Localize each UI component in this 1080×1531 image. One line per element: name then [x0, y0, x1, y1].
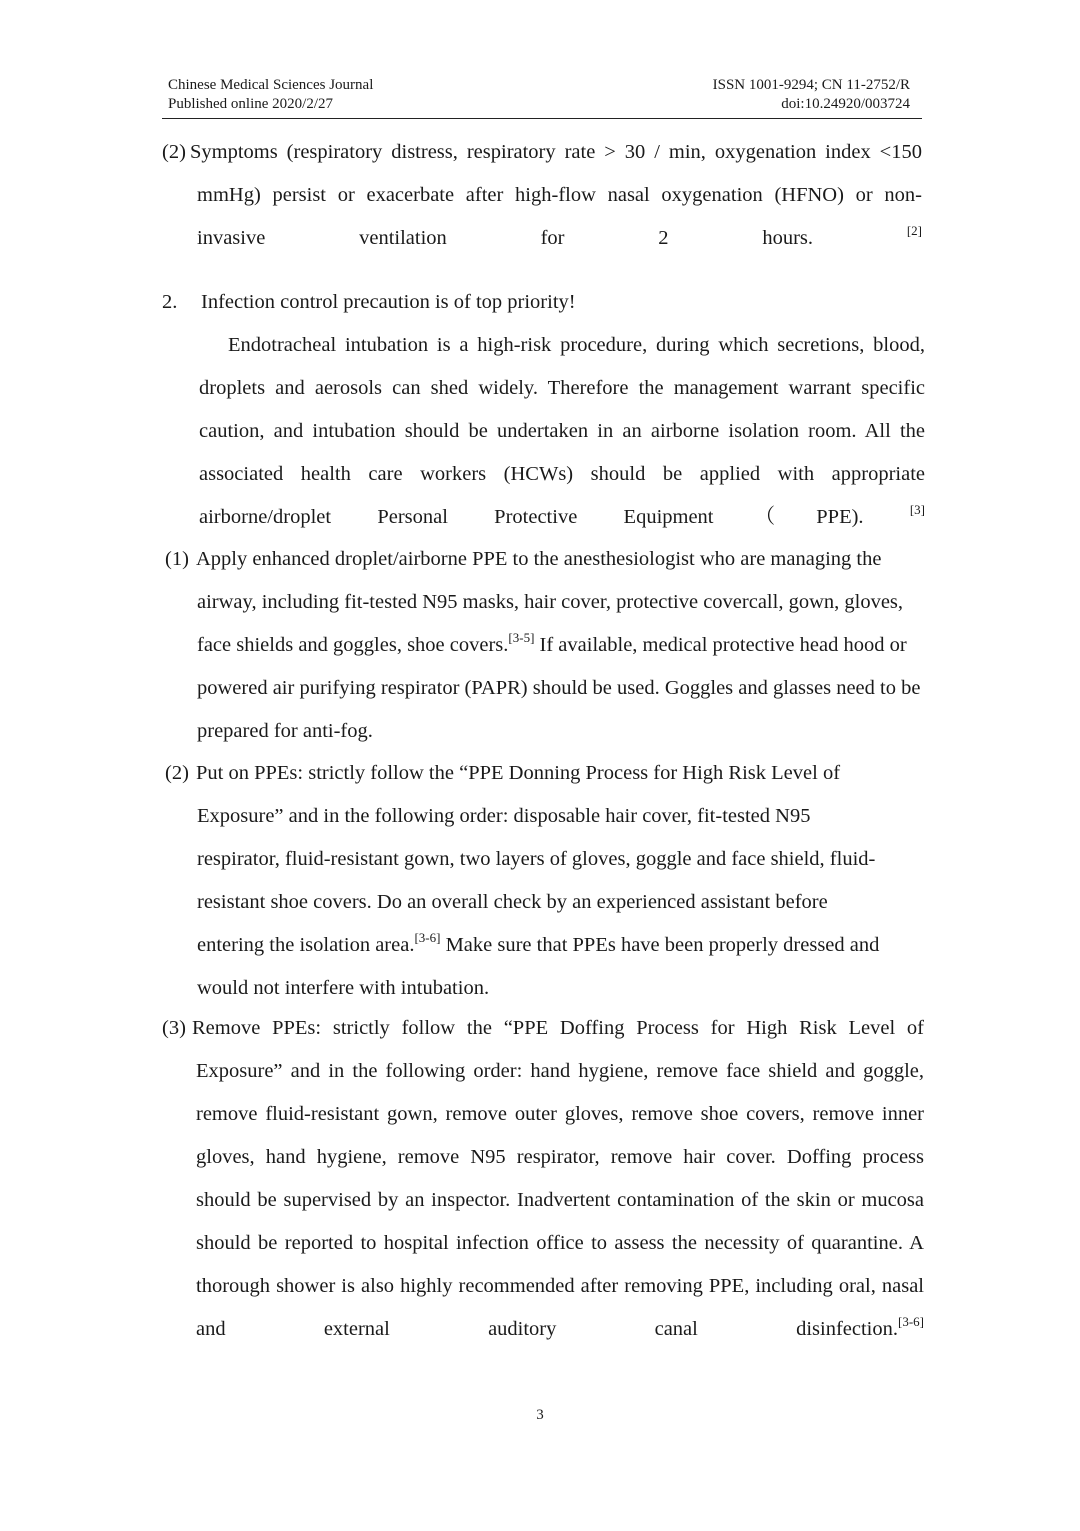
item-text: Symptoms (respiratory distress, respiratory rate > 30 / min, oxygenation index <150 mmHg) persist or exacerbate after high-flow nasal oxygenation (HFNO) or non-invasive ventilation for 2 hours.	[190, 141, 922, 249]
list-item	[192, 1007, 924, 1394]
page-number: 3	[536, 1407, 544, 1423]
citation: [2]	[906, 223, 923, 238]
citation: [3-6]	[898, 1314, 924, 1329]
item-text: Apply enhanced droplet/airborne PPE to the anesthesiologist who are managing the airway, including fit-tested N95 masks, hair cover, protective covercall, gown, gloves, face shields and goggles, shoe covers.	[196, 548, 904, 656]
list-item	[190, 131, 923, 303]
item-text: Make sure that PPEs have been properly dressed and would not interfere with intubation.	[197, 934, 880, 999]
header-left	[168, 76, 373, 114]
list-item	[197, 538, 922, 753]
list-marker: (1)	[165, 548, 189, 570]
paragraph-text: Endotracheal intubation is a high-risk procedure, during which secretions, blood, droplets and aerosols can shed widely. Therefore the management warrant specific caution, and intubation should be undertaken in an airborne isolation room. All the associated health care workers (HCWs) should be applied with appropriate airborne/droplet Personal Protective Equipment（PPE).	[199, 334, 925, 528]
item-text: Remove PPEs: strictly follow the “PPE Doffing Process for High Risk Level of Exposure” and in the following order: hand hygiene, remove face shield and goggle, remove fluid-resistant gown, remove outer gloves, remove shoe covers, remove inner gloves, hand hygiene, remove N95 respirator, remove hair cover. Doffing process should be supervised by an inspector. Inadvertent contamination of the skin or mucosa should be reported to hospital infection office to assess the necessity of quarantine. A thorough shower is also highly recommended after removing PPE, including oral, nasal and external auditory canal disinfection.	[192, 1017, 924, 1340]
list-item	[197, 752, 897, 1010]
item-text: Put on PPEs: strictly follow the “PPE Donning Process for High Risk Level of Exposure” and in the following order: disposable hair cover, fit-tested N95 respirator, fluid-resistant gown, two layers of gloves, goggle and face shield, fluid-resistant shoe covers. Do an overall check by an experienced assistant before entering the isolation area.	[196, 762, 876, 956]
running-header	[162, 74, 922, 119]
list-marker: (3)	[162, 1017, 186, 1039]
journal-name: Chinese Medical Sciences Journal	[168, 77, 374, 93]
header-right	[713, 76, 910, 114]
citation: [3-5]	[508, 630, 535, 645]
list-marker: (2)	[165, 762, 189, 784]
citation: [3-6]	[414, 930, 441, 945]
section-heading: Infection control precaution is of top priority!	[201, 291, 576, 313]
published-date: Published online 2020/2/27	[168, 96, 333, 112]
section-number: 2.	[162, 291, 178, 313]
list-marker: (2)	[162, 141, 186, 163]
doi: doi:10.24920/003724	[781, 96, 910, 112]
issn: ISSN 1001-9294; CN 11-2752/R	[712, 77, 910, 93]
citation: [3]	[909, 502, 925, 517]
item-text: If available, medical protective head hood or powered air purifying respirator (PAPR) should be used. Goggles and glasses need to be prepared for anti-fog.	[197, 634, 921, 742]
